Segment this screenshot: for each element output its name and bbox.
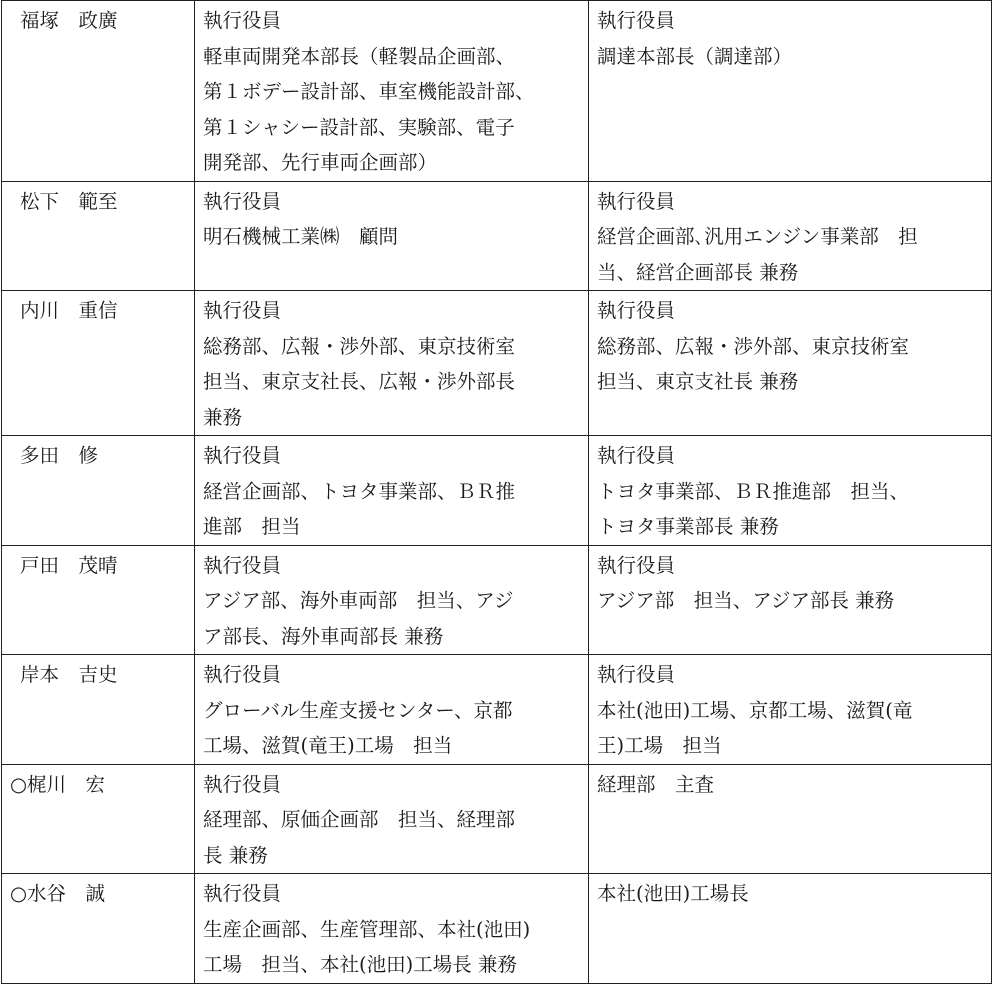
new-title: 執行役員 <box>203 444 282 467</box>
new-duties: 明石機械工業㈱ 顧問 <box>203 225 399 248</box>
new-title: 執行役員 <box>203 553 282 577</box>
new-position-cell <box>195 291 589 436</box>
officer-name: ○梶川 宏 <box>2 764 195 874</box>
officer-assignment-table <box>1 0 992 984</box>
table-row <box>2 874 992 984</box>
current-duties: 調達本部長（調達部） <box>597 44 793 68</box>
current-title: 執行役員 <box>597 444 676 467</box>
new-duties: 軽車両開発本部長（軽製品企画部、 第１ボデー設計部、車室機能設計部、 第１シャシー設計部、実験部、電子 開発部、先行車両企画部） <box>203 44 535 174</box>
new-position-cell <box>195 655 589 765</box>
current-title: 執行役員 <box>597 553 676 577</box>
current-title: 執行役員 <box>597 663 676 686</box>
current-position-cell <box>589 291 992 436</box>
current-position-cell <box>589 436 992 546</box>
current-duties: 総務部、広報・渉外部、東京技術室 担当、東京支社長 兼務 <box>597 334 910 393</box>
current-position-cell <box>589 545 992 655</box>
new-duties: 経理部、原価企画部 担当、経理部 長 兼務 <box>203 808 516 867</box>
table-body <box>2 1 992 984</box>
new-duties: 経営企画部、トヨタ事業部、ＢＲ推 進部 担当 <box>203 479 516 538</box>
new-title: 執行役員 <box>203 772 282 796</box>
current-position-cell <box>589 1 992 182</box>
officer-name: 多田 修 <box>2 436 195 546</box>
officer-name: 岸本 吉史 <box>2 655 195 765</box>
new-duties: グローバル生産支援センター、京都 工場、滋賀(竜王)工場 担当 <box>203 698 513 757</box>
current-position-cell <box>589 181 992 291</box>
new-position-cell <box>195 1 589 182</box>
officer-name: 松下 範至 <box>2 181 195 291</box>
current-duties: 経営企画部､汎用エンジン事業部 担 当、経営企画部長 兼務 <box>597 225 918 284</box>
new-title: 執行役員 <box>203 882 282 905</box>
current-duties: 本社(池田)工場、京都工場、滋賀(竜 王)工場 担当 <box>597 698 913 757</box>
officer-name: ○水谷 誠 <box>2 874 195 984</box>
new-title: 執行役員 <box>203 663 282 686</box>
current-title: 執行役員 <box>597 9 676 32</box>
table-row <box>2 291 992 436</box>
table-row <box>2 764 992 874</box>
current-title: 執行役員 <box>597 299 676 322</box>
officer-name: 福塚 政廣 <box>2 1 195 182</box>
new-title: 執行役員 <box>203 189 282 213</box>
officer-name: 戸田 茂晴 <box>2 545 195 655</box>
new-position-cell <box>195 436 589 546</box>
current-duties: アジア部 担当、アジア部長 兼務 <box>597 589 895 612</box>
new-position-cell <box>195 181 589 291</box>
current-duties: 経理部 主査 <box>597 772 715 796</box>
table-row <box>2 655 992 765</box>
table-row <box>2 1 992 182</box>
new-duties: 生産企画部、生産管理部、本社(池田) 工場 担当、本社(池田)工場長 兼務 <box>203 917 531 976</box>
new-duties: 総務部、広報・渉外部、東京技術室 担当、東京支社長、広報・渉外部長 兼務 <box>203 334 516 429</box>
current-duties: 本社(池田)工場長 <box>597 882 749 905</box>
current-position-cell <box>589 764 992 874</box>
new-title: 執行役員 <box>203 9 282 32</box>
table-row <box>2 181 992 291</box>
new-duties: アジア部、海外車両部 担当、アジ ア部長、海外車両部長 兼務 <box>203 589 514 648</box>
table-row <box>2 436 992 546</box>
table-row <box>2 545 992 655</box>
new-position-cell <box>195 764 589 874</box>
new-title: 執行役員 <box>203 299 282 322</box>
current-position-cell <box>589 874 992 984</box>
current-duties: トヨタ事業部、ＢＲ推進部 担当、 トヨタ事業部長 兼務 <box>597 479 910 538</box>
new-position-cell <box>195 545 589 655</box>
current-position-cell <box>589 655 992 765</box>
current-title: 執行役員 <box>597 189 676 213</box>
new-position-cell <box>195 874 589 984</box>
officer-name: 内川 重信 <box>2 291 195 436</box>
